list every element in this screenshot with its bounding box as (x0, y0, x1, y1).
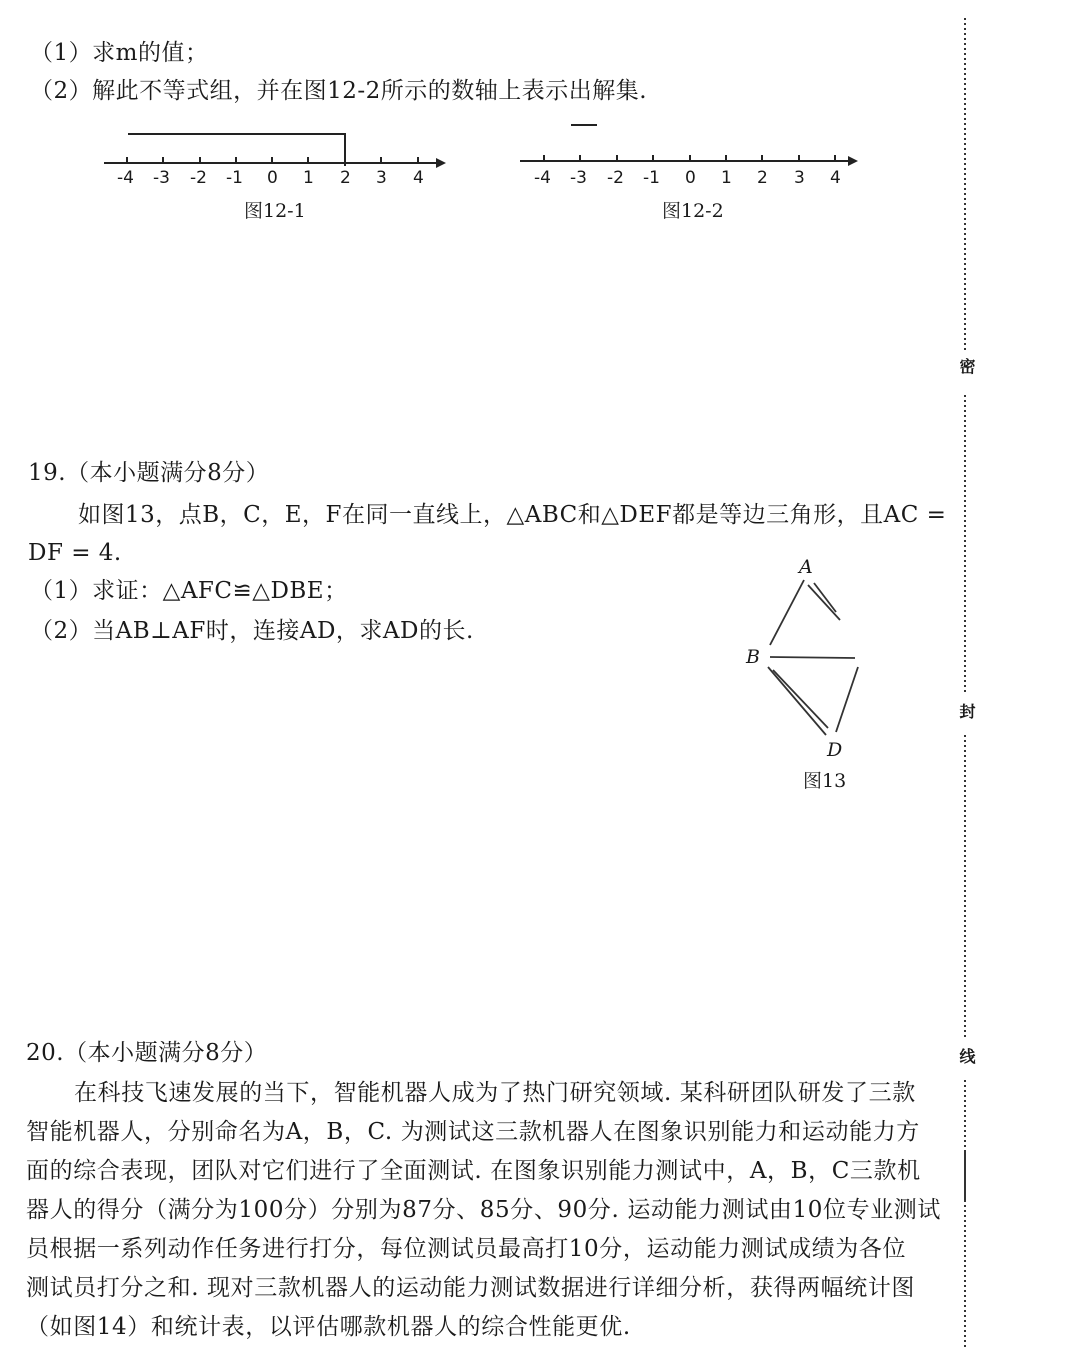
fig12-2-tick-label: 2 (757, 168, 768, 188)
q19-part1: （1）求证：△AFC≌△DBE； (30, 578, 348, 604)
fig12-2-tick-label: 0 (685, 168, 696, 188)
fig12-1-tick-label: -3 (153, 168, 170, 188)
fig12-1-tick-label: -4 (117, 168, 134, 188)
fig13-label-B: B (746, 646, 760, 668)
q20-paragraph-line: 测试员打分之和. 现对三款机器人的运动能力测试数据进行详细分析，获得两幅统计图 (26, 1275, 916, 1301)
fig13-caption: 图13 (803, 770, 847, 792)
q20-paragraph-line: 器人的得分（满分为100分）分别为87分、85分、90分. 运动能力测试由10位专业测试 (26, 1197, 941, 1223)
binding-mark-seal: 密 (957, 358, 976, 374)
fig12-2-tick-label: -4 (534, 168, 551, 188)
fig12-2-tick-label: -3 (570, 168, 587, 188)
q20-paragraph-line: 智能机器人，分别命名为A，B，C. 为测试这三款机器人在图象识别能力和运动能力方 (26, 1119, 920, 1145)
q18-part1: （1）求m的值； (30, 40, 209, 66)
q20-paragraph-line: 员根据一系列动作任务进行打分，每位测试员最高打10分，运动能力测试成绩为各位 (26, 1236, 907, 1262)
q18-part2: （2）解此不等式组，并在图12-2所示的数轴上表示出解集. (30, 78, 648, 104)
fig12-1-tick-label: -2 (190, 168, 207, 188)
q19-statement-line1: 如图13，点B，C，E，F在同一直线上，△ABC和△DEF都是等边三角形，且AC = (78, 502, 947, 528)
q20-paragraph-line: 面的综合表现，团队对它们进行了全面测试. 在图象识别能力测试中，A，B，C三款机 (26, 1158, 921, 1184)
fig12-1-tick-label: -1 (226, 168, 243, 188)
fig12-2-caption: 图12-2 (662, 200, 724, 222)
fig12-1-tick-label: 1 (303, 168, 314, 188)
fig12-1-tick-label: 4 (413, 168, 424, 188)
fig12-1-caption: 图12-1 (244, 200, 306, 222)
fig12-2-tick-label: 4 (830, 168, 841, 188)
fig12-1-tick-label: 2 (340, 168, 351, 188)
q19-part2: （2）当AB⊥AF时，连接AD，求AD的长. (30, 618, 474, 644)
fig13-label-A: A (799, 556, 813, 578)
binding-mark-seal2: 封 (957, 703, 976, 719)
q20-paragraph-line: 在科技飞速发展的当下，智能机器人成为了热门研究领域. 某科研团队研发了三款 (74, 1080, 916, 1106)
binding-mark-line: 线 (957, 1048, 976, 1064)
q19-header: 19.（本小题满分8分） (28, 460, 270, 486)
q20-paragraph-line: （如图14）和统计表，以评估哪款机器人的综合性能更优. (26, 1314, 631, 1340)
q19-statement-line2: DF = 4. (28, 540, 122, 566)
fig13-label-D: D (827, 739, 843, 761)
fig12-2-tick-label: -2 (607, 168, 624, 188)
fig12-2-tick-label: 1 (721, 168, 732, 188)
fig12-1-tick-label: 3 (376, 168, 387, 188)
fig12-2-tick-label: -1 (643, 168, 660, 188)
q20-header: 20.（本小题满分8分） (26, 1040, 268, 1066)
fig12-2-tick-label: 3 (794, 168, 805, 188)
fig12-1-tick-label: 0 (267, 168, 278, 188)
